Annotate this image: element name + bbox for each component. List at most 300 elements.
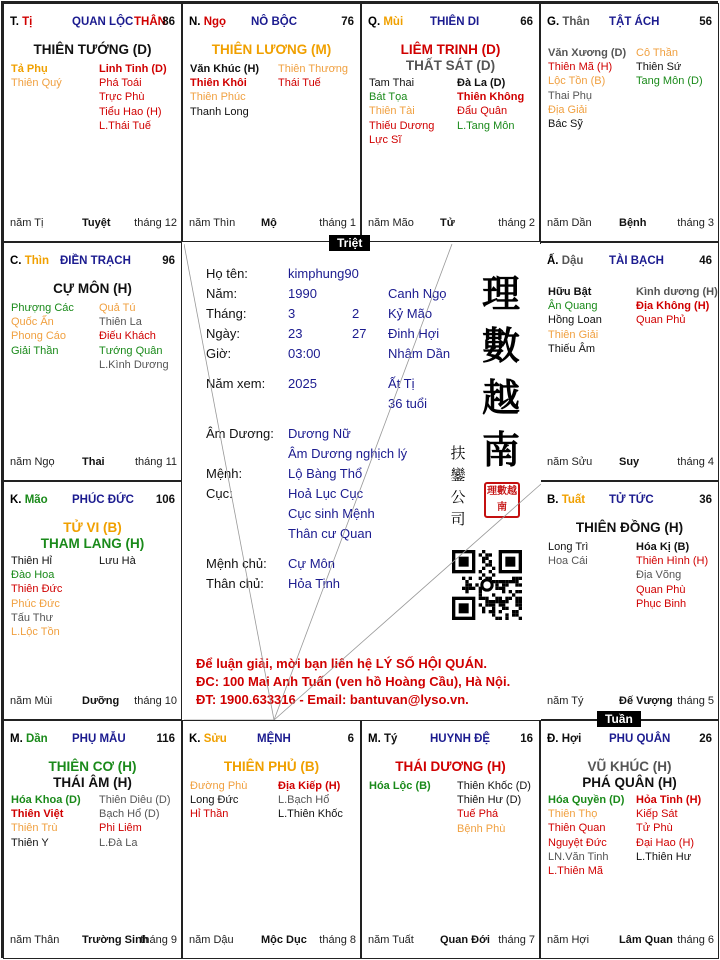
contact-line: ĐT: 1900.633316 - Email: bantuvan@lyso.vn. (196, 692, 469, 707)
star: Thai Phụ (548, 89, 593, 102)
star: Long Đức (190, 794, 239, 807)
star: Cô Thần (636, 47, 678, 59)
star: Thiên Quan (548, 822, 606, 835)
stars-column-right (99, 554, 182, 568)
calligraphy-small-char: 鑾 (450, 466, 466, 484)
main-stars (541, 520, 718, 536)
main-stars (4, 281, 181, 297)
palace-header (189, 16, 356, 32)
palace-month: tháng 4 (677, 456, 714, 468)
calligraphy-char: 理 (481, 271, 520, 316)
palace-cycle-stage: Mộc Dục (261, 934, 307, 946)
palace-month: tháng 9 (140, 934, 177, 946)
palace-stem: N. (189, 16, 201, 28)
palace-branch (10, 733, 48, 745)
star: Hóa Khoa (D) (11, 794, 81, 806)
info-row (206, 306, 433, 321)
palace-cycle-stage: Quan Đới (440, 934, 490, 946)
palace-month: tháng 1 (319, 217, 356, 229)
palace-year: năm Mão (368, 217, 414, 229)
star: Thanh Long (190, 105, 249, 118)
palace-month: tháng 6 (677, 934, 714, 946)
palace-number: 26 (699, 733, 712, 745)
star: Tấu Thư (11, 611, 54, 624)
palace-footer (10, 217, 177, 231)
palace-header (547, 494, 714, 510)
palace-stem: M. (10, 733, 23, 745)
stars-column-left (369, 779, 457, 793)
star: Tả Phụ (11, 63, 48, 75)
palace-header (189, 733, 356, 749)
palace-hoi[interactable] (540, 720, 719, 959)
palace-dan[interactable] (3, 720, 182, 959)
palace-header (10, 733, 177, 749)
age: 36 tuổi (388, 396, 428, 411)
palace-month: tháng 11 (134, 456, 177, 468)
star: Tang Môn (D) (636, 75, 703, 88)
star: Phục Binh (636, 597, 687, 610)
contact-line: ĐC: 100 Mai Anh Tuấn (ven hồ Hoàng Cầu), Hà Nội. (196, 674, 511, 689)
star: Thái Tuế (278, 77, 321, 90)
palace-footer (547, 695, 714, 709)
stars-column-left (548, 540, 636, 568)
star: Địa Không (H) (636, 300, 710, 313)
calligraphy-small-char: 扶 (450, 444, 466, 462)
palace-branch-name: Mùi (383, 16, 404, 28)
palace-mui[interactable] (361, 3, 540, 242)
palace-year: năm Thân (10, 934, 60, 946)
palace-header (10, 494, 177, 510)
calligraphy-small-char: 司 (450, 510, 466, 528)
palace-footer (547, 456, 714, 470)
palace-year: năm Mùi (10, 695, 53, 707)
red-seal: 理數越南 (484, 482, 520, 518)
info-row (206, 376, 415, 391)
main-star: THAM LANG (H) (40, 536, 145, 551)
star: Thiên Hình (H) (636, 555, 709, 568)
palace-thin[interactable] (3, 242, 182, 481)
calligraphy-small-char: 公 (450, 488, 466, 506)
info-row (206, 326, 440, 341)
palace-name: MỆNH (257, 733, 291, 745)
qr-code-icon[interactable] (452, 550, 522, 620)
info-label: Giờ: (206, 346, 232, 361)
info-value: 1990 (288, 286, 317, 301)
main-star: TỬ VI (B) (63, 520, 122, 535)
palace-branch-name: Ngọ (203, 16, 227, 28)
palace-ti[interactable] (3, 3, 182, 242)
palace-stem: T. (10, 16, 19, 28)
am-duong-value-2: Âm Dương nghịch lý (288, 446, 408, 461)
than-chu (206, 576, 264, 591)
palace-than[interactable] (540, 3, 719, 242)
palace-number: 6 (347, 733, 354, 745)
cuc-value-3: Thân cư Quan (288, 526, 372, 541)
star: Địa Giải (548, 103, 588, 116)
palace-stem: Đ. (547, 733, 559, 745)
stars-column-right (636, 540, 719, 611)
star: Tướng Quân (99, 344, 163, 357)
star: Thiên Sứ (636, 61, 682, 74)
main-star: THIÊN TƯỚNG (D) (33, 42, 152, 57)
star: Thiên Thọ (548, 808, 598, 821)
info-value-lunar: 2 (352, 306, 360, 321)
star: Quan Phù (636, 583, 686, 596)
star: Thiên Tài (369, 105, 415, 118)
stars-column-right (99, 793, 182, 850)
palace-footer (547, 217, 714, 231)
star: Hoa Cái (548, 555, 588, 568)
star: Thiên Phúc (190, 91, 246, 104)
star: Tử Phù (636, 822, 673, 835)
palace-branch-name: Hợi (561, 733, 582, 745)
palace-number: 56 (699, 16, 712, 28)
palace-footer (10, 456, 177, 470)
star: Thiên Khốc (D) (457, 780, 531, 792)
star: L.Thiên Hư (636, 850, 692, 863)
palace-stem: Ấ. (547, 255, 559, 267)
palace-footer (10, 695, 177, 709)
palace-branch-name: Mão (24, 494, 48, 506)
star: Long Trì (548, 541, 589, 553)
star: Bệnh Phù (457, 822, 506, 835)
palace-header (547, 255, 714, 271)
than-chu-label: Thân chủ: (206, 576, 264, 591)
star: Văn Xương (D) (548, 47, 627, 59)
star: Thiên Hỉ (11, 555, 52, 567)
star: Lưu Hà (99, 555, 136, 567)
palace-number: 46 (699, 255, 712, 267)
menh-chu-value: Cự Môn (288, 556, 335, 571)
main-star: VŨ KHÚC (H) (587, 759, 672, 774)
palace-mao[interactable] (3, 481, 182, 720)
stars-column-right (99, 62, 182, 133)
cuc-label: Cục: (206, 486, 233, 501)
star: Thiên Hư (D) (457, 794, 522, 807)
stars-column-left (548, 793, 636, 878)
tuan-badge: Tuần (597, 711, 641, 727)
palace-footer (10, 934, 177, 948)
palace-branch (10, 255, 49, 267)
palace-stem: M. (368, 733, 381, 745)
palace-name: TẬT ÁCH (609, 16, 660, 28)
star: L.Thiên Khốc (278, 808, 343, 821)
main-stars (183, 759, 360, 775)
palace-stem: K. (189, 733, 201, 745)
am-duong (206, 426, 274, 441)
calligraphy-company (446, 442, 470, 530)
palace-name: PHÚC ĐỨC (72, 494, 134, 506)
star: Phi Liêm (99, 822, 142, 835)
palace-name: QUAN LỘC (72, 16, 134, 28)
palace-name: ĐIỀN TRẠCH (60, 255, 131, 267)
star: Phong Cáo (11, 330, 67, 343)
star: Thiên Giải (548, 328, 599, 341)
palace-stem: Q. (368, 16, 381, 28)
main-stars (183, 42, 360, 58)
info-row (206, 286, 447, 301)
main-star: THIÊN LƯƠNG (M) (211, 42, 332, 57)
info-label: Tháng: (206, 306, 247, 321)
info-value-lunar: 27 (352, 326, 367, 341)
info-value: 2025 (288, 376, 317, 391)
palace-month: tháng 2 (498, 217, 535, 229)
palace-year: năm Dậu (189, 934, 234, 946)
am-duong-value: Dương Nữ (288, 426, 351, 441)
info-row (206, 346, 451, 361)
star: Đà La (D) (457, 77, 506, 89)
star: Tiểu Hao (H) (99, 105, 162, 118)
star: Giải Thần (11, 344, 59, 357)
calligraphy-title (466, 268, 536, 476)
menh-label: Mệnh: (206, 466, 243, 481)
star: Thiên Trù (11, 822, 58, 835)
star: Thiên Không (457, 91, 525, 104)
star: Thiên Khôi (190, 77, 247, 90)
stars-column-right (636, 793, 719, 864)
star: Tam Thai (369, 77, 415, 89)
main-star: CỰ MÔN (H) (53, 281, 132, 296)
palace-year: năm Tị (10, 217, 44, 229)
star: Thiếu Dương (369, 119, 435, 132)
star: Phượng Các (11, 302, 74, 314)
stars-column-right (636, 285, 719, 328)
star: Bạch Hổ (D) (99, 808, 160, 821)
info-label: Năm: (206, 286, 238, 301)
star: Thiên La (99, 316, 142, 329)
palace-than-marker: THÂN (134, 16, 166, 28)
palace-branch (368, 733, 397, 745)
star: Kình dương (H) (636, 286, 718, 298)
star: Thiên Y (11, 836, 49, 849)
palace-month: tháng 8 (319, 934, 356, 946)
stars-column-left (11, 793, 99, 850)
palace-cycle-stage: Thai (82, 456, 105, 468)
palace-month: tháng 5 (677, 695, 714, 707)
star: Ân Quang (548, 300, 598, 313)
palace-number: 96 (162, 255, 175, 267)
star: L.Thái Tuế (99, 119, 151, 132)
than-chu-value: Hỏa Tinh (288, 576, 341, 591)
star: Địa Võng (636, 569, 682, 582)
palace-tuat[interactable] (540, 481, 719, 720)
palace-year: năm Tý (547, 695, 584, 707)
palace-cycle-stage: Đế Vượng (619, 695, 673, 707)
palace-month: tháng 12 (134, 217, 177, 229)
palace-number: 76 (341, 16, 354, 28)
info-value: kimphung90 (288, 266, 359, 281)
info-value: 3 (288, 306, 296, 321)
palace-year: năm Hợi (547, 934, 590, 946)
main-star: THIÊN CƠ (H) (48, 759, 137, 774)
star: L.Bạch Hổ (278, 794, 330, 807)
star: Hóa Lộc (B) (369, 780, 431, 792)
calligraphy-char: 越 (481, 375, 520, 420)
palace-branch-name: Sửu (203, 733, 227, 745)
star: Quan Phủ (636, 314, 686, 327)
palace-cycle-stage: Tuyệt (82, 217, 111, 229)
star: Hóa Kị (B) (636, 541, 690, 553)
palace-cycle-stage: Bệnh (619, 217, 647, 229)
info-value-canchi: Kỷ Mão (388, 306, 433, 321)
menh-chu (206, 556, 267, 571)
star: Bác Sỹ (548, 118, 583, 131)
palace-cycle-stage: Suy (619, 456, 640, 468)
palace-header (368, 733, 535, 749)
star: Bát Tọa (369, 91, 408, 104)
star: LN.Văn Tinh (548, 850, 609, 863)
palace-stem: B. (547, 494, 559, 506)
palace-branch-name: Tuất (561, 494, 586, 506)
cuc-value-2: Cục sinh Mệnh (288, 506, 375, 521)
palace-ngo[interactable] (182, 3, 361, 242)
star: Đào Hoa (11, 569, 55, 582)
main-star: THẤT SÁT (D) (405, 58, 496, 73)
main-star: THIÊN PHỦ (B) (223, 759, 320, 774)
palace-cycle-stage: Tử (440, 217, 455, 229)
menh-value: Lộ Bàng Thổ (288, 466, 363, 481)
main-star: THIÊN ĐỒNG (H) (575, 520, 684, 535)
contact-line: Để luận giải, mời bạn liên hệ LÝ SỐ HỘI QUÁN. (196, 656, 487, 671)
palace-ty[interactable] (361, 720, 540, 959)
palace-cycle-stage: Trường Sinh (82, 934, 149, 946)
palace-footer (189, 217, 356, 231)
info-value-canchi: Nhâm Dần (388, 346, 451, 361)
star: Quả Tú (99, 302, 136, 314)
main-star: THÁI ÂM (H) (53, 775, 132, 790)
stars-column-left (548, 285, 636, 356)
menh-chu-label: Mệnh chủ: (206, 556, 267, 571)
calligraphy-char: 南 (481, 427, 520, 472)
palace-branch-name: Dậu (561, 255, 584, 267)
palace-cycle-stage: Dưỡng (82, 695, 120, 707)
star: Thiếu Âm (548, 342, 596, 355)
palace-year: năm Dần (547, 217, 592, 229)
stars-column-right (457, 76, 540, 133)
stars-column-right (278, 779, 361, 822)
palace-branch (189, 733, 227, 745)
palace-number: 86 (162, 16, 175, 28)
palace-number: 36 (699, 494, 712, 506)
palace-header (547, 16, 714, 32)
star: Thiên Mã (H) (548, 61, 613, 74)
cuc (206, 486, 233, 501)
star: L.Đà La (99, 836, 138, 849)
palace-name: THIÊN DI (430, 16, 480, 28)
palace-branch (368, 16, 403, 28)
palace-number: 106 (155, 494, 175, 506)
palace-month: tháng 3 (677, 217, 714, 229)
calligraphy-char: 數 (481, 323, 520, 368)
palace-branch-name: Dần (25, 733, 48, 745)
stars-column-left (190, 62, 278, 119)
main-star: PHÁ QUÂN (H) (582, 775, 677, 790)
stars-column-left (11, 554, 99, 639)
star: Quốc Ấn (11, 316, 54, 329)
palace-year: năm Ngọ (10, 456, 55, 468)
stars-column-right (457, 779, 540, 836)
main-stars (541, 759, 718, 791)
main-stars (4, 520, 181, 552)
stars-column-left (11, 301, 99, 358)
main-stars (4, 42, 181, 58)
main-star: LIÊM TRINH (D) (400, 42, 501, 57)
info-value: 03:00 (288, 346, 321, 361)
info-value-canchi: Canh Ngọ (388, 286, 447, 301)
main-stars (362, 759, 539, 775)
main-stars (4, 759, 181, 791)
palace-branch (547, 733, 581, 745)
stars-column-left (548, 46, 636, 131)
palace-branch-name: Tý (383, 733, 398, 745)
star: Văn Khúc (H) (190, 63, 260, 75)
star: Thiên Diêu (D) (99, 794, 171, 806)
palace-name: NÔ BỘC (251, 16, 297, 28)
palace-footer (368, 217, 535, 231)
palace-suu[interactable] (182, 720, 361, 959)
palace-year: năm Tuất (368, 934, 414, 946)
palace-footer (368, 934, 535, 948)
palace-header (368, 16, 535, 32)
star: Phúc Đức (11, 597, 60, 610)
stars-column-left (369, 76, 457, 147)
star: Nguyệt Đức (548, 836, 607, 849)
star: L.Tang Môn (457, 119, 515, 132)
palace-year: năm Thìn (189, 217, 236, 229)
palace-month: tháng 10 (134, 695, 177, 707)
star: Trực Phù (99, 91, 145, 104)
palace-name: TÀI BẠCH (609, 255, 664, 267)
horoscope-chart (1, 1, 718, 958)
star: Kiếp Sát (636, 808, 678, 821)
star: Hỉ Thần (190, 808, 229, 821)
info-label: Họ tên: (206, 266, 248, 281)
star: L.Kình Dương (99, 358, 169, 371)
palace-name: TỬ TỨC (609, 494, 654, 506)
main-stars (362, 42, 539, 74)
star: L.Thiên Mã (548, 865, 604, 878)
star: Thiên Quý (11, 77, 62, 90)
star: Lộc Tồn (B) (548, 75, 606, 88)
palace-year: năm Sửu (547, 456, 593, 468)
palace-name: PHU QUÂN (609, 733, 671, 745)
menh (206, 466, 242, 481)
palace-cycle-stage: Mộ (261, 217, 277, 229)
palace-header (547, 733, 714, 749)
star: Thiên Việt (11, 808, 64, 821)
star: Địa Kiếp (H) (278, 780, 341, 792)
stars-column-left (190, 779, 278, 822)
star: Đẩu Quân (457, 105, 508, 118)
star: Linh Tinh (D) (99, 63, 167, 75)
star: Thiên Đức (11, 583, 63, 596)
stars-column-left (11, 62, 99, 90)
palace-month: tháng 7 (498, 934, 535, 946)
info-value-canchi: Ất Tị (388, 376, 415, 391)
palace-name: HUYNH ĐỆ (430, 733, 491, 745)
palace-number: 116 (156, 733, 175, 745)
star: L.Lộc Tồn (11, 626, 60, 639)
palace-footer (189, 934, 356, 948)
star: Tuế Phá (457, 808, 499, 821)
palace-dau[interactable] (540, 242, 719, 481)
star: Lực Sĩ (369, 133, 402, 146)
palace-branch (189, 16, 226, 28)
star: Phá Toái (99, 77, 142, 90)
palace-branch (547, 255, 583, 267)
palace-branch (10, 16, 32, 28)
stars-column-right (278, 62, 361, 90)
